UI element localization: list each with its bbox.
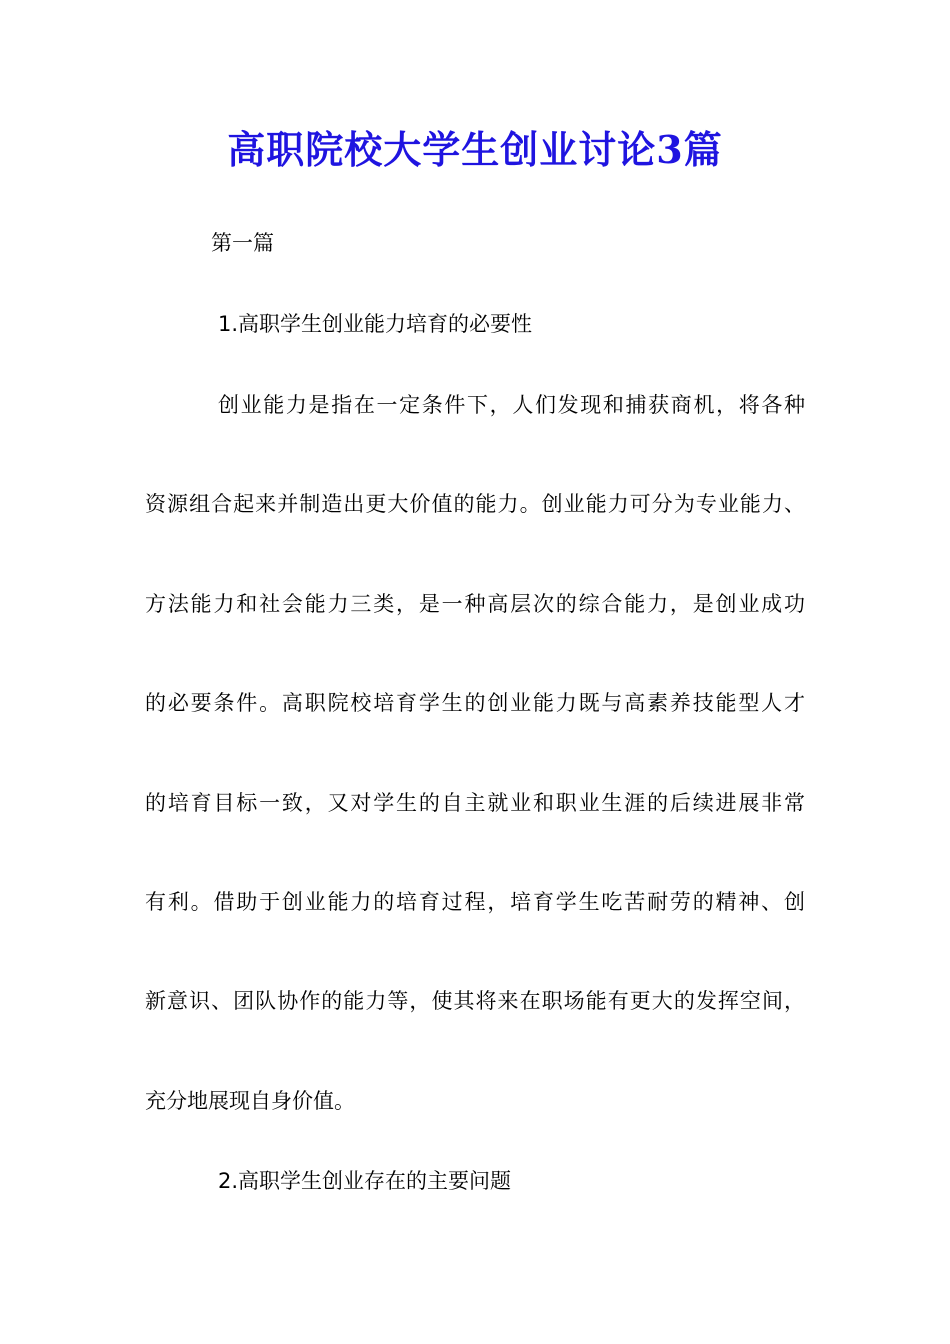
document-title: 高职院校大学生创业讨论3篇 [227,127,723,172]
paragraph-line: 新意识、团队协作的能力等，使其将来在职场能有更大的发挥空间， [145,989,805,1013]
paragraph-line: 充分地展现自身价值。 [145,1089,355,1113]
section-heading-2: 2.高职学生创业存在的主要问题 [218,1169,512,1193]
section-label: 第一篇 [211,231,274,255]
paragraph-line: 有利。借助于创业能力的培育过程，培育学生吃苦耐劳的精神、创 [145,890,805,914]
paragraph-line: 的培育目标一致，又对学生的自主就业和职业生涯的后续进展非常 [145,791,805,815]
section-heading-1: 1.高职学生创业能力培育的必要性 [218,312,533,336]
paragraph-line: 创业能力是指在一定条件下，人们发现和捕获商机，将各种 [218,393,805,417]
paragraph-line: 方法能力和社会能力三类，是一种高层次的综合能力，是创业成功 [145,592,805,616]
paragraph-line: 资源组合起来并制造出更大价值的能力。创业能力可分为专业能力、 [145,492,805,516]
paragraph-line: 的必要条件。高职院校培育学生的创业能力既与高素养技能型人才 [145,691,805,715]
